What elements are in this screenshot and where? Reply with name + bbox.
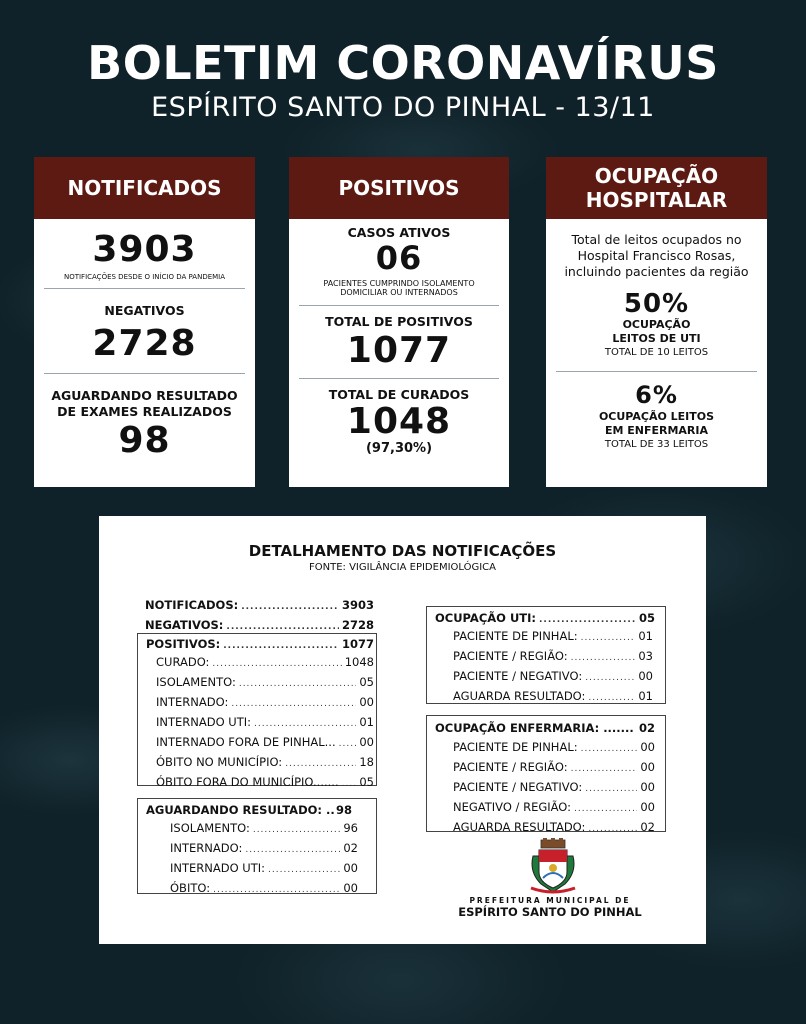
enfermaria-box [426,715,666,832]
card-positivos [289,157,509,487]
list-item [156,693,374,713]
notificados-total: 3903 [92,229,197,270]
row-value: 00 [359,735,374,749]
bulletin-subtitle: ESPÍRITO SANTO DO PINHAL - 13/11 [151,92,655,123]
total-positivos-label: TOTAL DE POSITIVOS [325,314,473,329]
enfermaria-percent: 6% [635,381,678,409]
card-header-line-1: OCUPAÇÃO [594,164,719,188]
list-item [170,819,358,839]
aguardando-row [146,801,370,819]
casos-ativos-value: 06 [375,239,423,277]
list-item [156,673,374,693]
enfermaria-label-2: EM ENFERMARIA [604,424,709,437]
curados-percent: (97,30%) [365,441,433,456]
row-value: 2728 [341,618,374,632]
card-notificados [34,157,255,487]
row-label: AGUARDA RESULTADO: [453,820,586,834]
row-value: 01 [359,715,374,729]
negativos-label: NEGATIVOS [104,303,185,318]
casos-ativos-note-2: DOMICILIAR OU INTERNADOS [340,288,458,297]
row-value: 05 [359,675,374,689]
row-label: PACIENTE DE PINHAL: [453,629,578,643]
casos-ativos-label: CASOS ATIVOS [347,225,451,240]
row-label: ISOLAMENTO: [170,821,250,835]
row-value: 00 [343,881,358,895]
list-item [453,818,655,838]
row-label: POSITIVOS: [146,637,221,651]
row-label: CURADO: [156,655,210,669]
row-value: 01 [638,689,653,703]
prefeitura-caption [435,896,665,919]
row-label: INTERNADO FORA DE PINHAL... [156,735,336,749]
list-item [156,753,374,773]
row-label: NEGATIVO / REGIÃO: [453,800,572,814]
uti-row [435,609,655,629]
bulletin-title: BOLETIM CORONAVÍRUS [87,36,719,90]
row-value: 96 [343,821,358,835]
ocupacao-desc-2: Hospital Francisco Rosas, [577,248,736,263]
row-value: 00 [640,780,655,794]
list-item [453,687,653,707]
row-label: ÓBITO FORA DO MUNICÍPIO....... [156,775,339,789]
row-value: 1048 [344,655,374,669]
prefeitura-line-1: PREFEITURA MUNICIPAL DE [469,896,631,905]
row-label: ÓBITO NO MUNICÍPIO: [156,755,283,769]
aguardando-label-1: AGUARDANDO RESULTADO [51,388,238,403]
divider [44,373,245,374]
ocupacao-desc-3: incluindo pacientes da região [564,264,749,279]
aguardando-box [137,798,377,894]
notificados-note: NOTIFICAÇÕES DESDE O INÍCIO DA PANDEMIA [63,273,226,281]
row-value: 02 [343,841,358,855]
detalhamento-title: DETALHAMENTO DAS NOTIFICAÇÕES [248,542,557,560]
row-label: PACIENTE / NEGATIVO: [453,669,583,683]
negativos-value: 2728 [92,323,197,364]
row-value: 05 [359,775,374,789]
divider [44,288,245,289]
ocupacao-desc-1: Total de leitos ocupados no [571,232,742,247]
row-label: NEGATIVOS: [145,618,224,632]
list-item [156,713,374,733]
list-item [170,859,358,879]
card-ocupacao-hospitalar [546,157,767,487]
row-label: AGUARDA RESULTADO: [453,689,586,703]
divider [556,371,757,372]
card-header-line-2: HOSPITALAR [585,188,728,212]
list-item [453,667,653,687]
prefeitura-line-2: ESPÍRITO SANTO DO PINHAL [458,905,642,919]
list-item [453,758,655,778]
detalhamento-fonte: FONTE: VIGILÂNCIA EPIDEMIOLÓGICA [308,562,496,573]
total-curados-value: 1048 [346,401,452,442]
uti-label-1: OCUPAÇÃO [622,318,691,331]
coat-of-arms-icon [527,838,579,896]
row-label: PACIENTE / REGIÃO: [453,760,568,774]
divider [299,305,499,306]
enfermaria-total: TOTAL DE 33 LEITOS [604,439,709,450]
total-positivos-value: 1077 [346,330,452,371]
card-header: NOTIFICADOS [34,157,255,219]
positivos-row [146,635,374,655]
aguardando-label-2: DE EXAMES REALIZADOS [57,404,232,419]
list-item [156,653,374,673]
row-label: OCUPAÇÃO UTI: [435,611,537,625]
row-value: 05 [638,611,655,625]
uti-label-2: LEITOS DE UTI [612,332,701,345]
row-label: ISOLAMENTO: [156,675,236,689]
list-item [156,733,374,753]
row-label: PACIENTE / NEGATIVO: [453,780,583,794]
divider [299,378,499,379]
row-value: 00 [359,695,374,709]
row-value: 3903 [341,598,374,612]
card-header [546,157,767,219]
row-value: 01 [638,629,653,643]
enfermaria-label-1: OCUPAÇÃO LEITOS [598,410,715,423]
row-value: 00 [640,740,655,754]
row-value: 02 [640,820,655,834]
row-value: 00 [343,861,358,875]
row-label: INTERNADO: [156,695,229,709]
row-value: 00 [638,669,653,683]
uti-box [426,606,666,704]
row-value: 18 [359,755,374,769]
row-value: 1077 [341,637,374,651]
row-label: PACIENTE DE PINHAL: [453,740,578,754]
list-item [170,839,358,859]
list-item [453,738,655,758]
row-label: INTERNADO UTI: [156,715,252,729]
row-value: 00 [640,760,655,774]
row-label: INTERNADO: [170,841,243,855]
row-label: PACIENTE / REGIÃO: [453,649,568,663]
list-item [453,778,655,798]
card-header: POSITIVOS [289,157,509,219]
list-item [170,879,358,899]
list-item [453,647,653,667]
row-value: 03 [638,649,653,663]
positivos-box [137,633,377,789]
row-label: AGUARDANDO RESULTADO: .. [146,803,335,817]
row-label: ÓBITO: [170,881,211,895]
row-value: 98 [335,803,352,817]
notificados-row [145,596,374,616]
list-item [453,627,653,647]
aguardando-value: 98 [118,420,171,461]
uti-total: TOTAL DE 10 LEITOS [604,347,709,358]
row-label: NOTIFICADOS: [145,598,239,612]
list-item [156,773,374,793]
row-label: INTERNADO UTI: [170,861,266,875]
row-value: 02 [638,721,655,735]
detalhamento-panel [99,516,706,944]
total-curados-label: TOTAL DE CURADOS [328,387,470,402]
uti-percent: 50% [623,289,690,319]
casos-ativos-note-1: PACIENTES CUMPRINDO ISOLAMENTO [323,279,475,288]
list-item [453,798,655,818]
row-label: OCUPAÇÃO ENFERMARIA: ....... [435,721,634,735]
row-value: 00 [640,800,655,814]
enfermaria-row [435,719,657,737]
